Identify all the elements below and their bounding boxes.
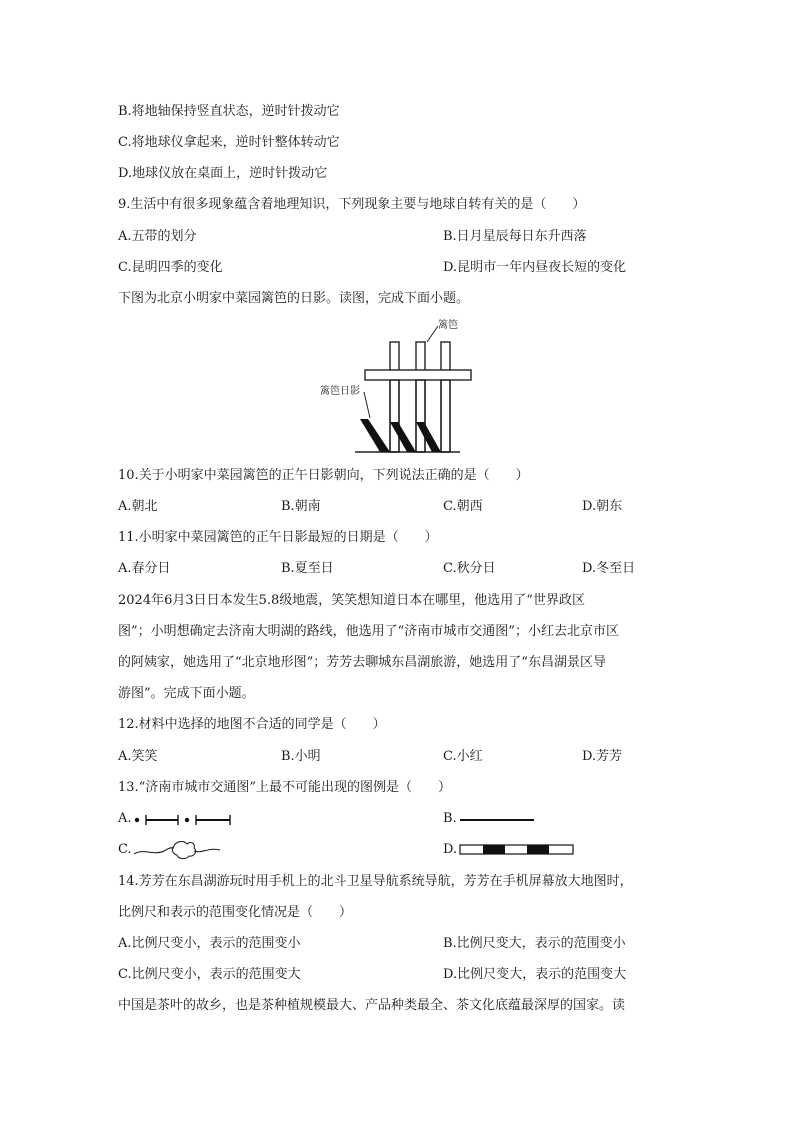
q14-stem-line-1: 14.芳芳在东昌湖游玩时用手机上的北斗卫星导航系统导航，芳芳在手机屏幕放大地图时， <box>118 874 633 889</box>
q14-option-d: D.比例尺变大，表示的范围变大 <box>443 967 627 982</box>
q13-option-b-label: B. <box>443 811 457 826</box>
legend-road-symbol <box>460 812 536 828</box>
fence-post-1-lower <box>390 380 399 452</box>
q13-option-c-label: C. <box>118 842 132 857</box>
q9-option-c: C.昆明四季的变化 <box>118 260 223 275</box>
material-line-2: 图”；小明想确定去济南大明湖的路线，他选用了“济南市城市交通图”；小红去北京市区 <box>118 624 619 639</box>
q9-option-a: A.五带的划分 <box>118 229 197 244</box>
shadow-2 <box>390 422 416 452</box>
shadow-3 <box>416 422 441 452</box>
fence-posts <box>365 342 471 452</box>
q11-option-b: B.夏至日 <box>281 561 334 576</box>
material-line-1: 2024年6月3日日本发生5.8级地震，笑笑想知道日本在哪里，他选用了“世界政区 <box>118 593 585 608</box>
tea-intro-line: 中国是茶叶的故乡，也是茶种植规模最大、产品种类最全、茶文化底蕴最深厚的国家。读 <box>118 998 626 1013</box>
q14-option-b: B.比例尺变大，表示的范围变小 <box>443 936 626 951</box>
q10-option-b: B.朝南 <box>281 499 321 514</box>
q13-option-d-label: D. <box>443 842 458 857</box>
q14-stem-line-2: 比例尺和表示的范围变化情况是（ ） <box>118 905 353 920</box>
fence-label-leader <box>427 326 438 342</box>
q13-option-a-label: A. <box>118 811 132 826</box>
q12-option-c: C.小红 <box>443 749 483 764</box>
fence-post-2-lower <box>416 380 425 452</box>
legend-boundary-symbol <box>133 812 233 828</box>
legend-river-lake-symbol <box>132 838 222 864</box>
q14-option-a: A.比例尺变小，表示的范围变小 <box>118 936 301 951</box>
shadow-label-leader <box>364 392 370 418</box>
q9-stem: 9.生活中有很多现象蕴含着地理知识，下列现象主要与地球自转有关的是（ ） <box>118 197 586 212</box>
material-line-4: 游图”。完成下面小题。 <box>118 686 255 701</box>
legend-railway-symbol <box>459 844 575 856</box>
q14-option-c: C.比例尺变小，表示的范围变大 <box>118 967 301 982</box>
shadow-1 <box>360 419 390 452</box>
q12-option-d: D.芳芳 <box>582 749 623 764</box>
q8-option-b: B.将地轴保持竖直状态，逆时针拨动它 <box>118 104 340 119</box>
fence-post-3-lower <box>441 380 450 452</box>
q12-option-b: B.小明 <box>281 749 321 764</box>
fence-shadows <box>360 419 441 452</box>
fence-rail <box>365 370 471 380</box>
q10-option-c: C.朝西 <box>443 499 483 514</box>
q13-stem: 13.“济南市城市交通图”上最不可能出现的图例是（ ） <box>118 780 451 795</box>
fence-post-1 <box>390 342 399 452</box>
q8-option-c: C.将地球仪拿起来，逆时针整体转动它 <box>118 135 340 150</box>
q12-option-a: A.笑笑 <box>118 749 158 764</box>
fence-shadow-figure <box>300 312 500 457</box>
q10-stem: 10.关于小明家中菜园篱笆的正午日影朝向，下列说法正确的是（ ） <box>118 468 529 483</box>
q10-option-a: A.朝北 <box>118 499 158 514</box>
fence-intro: 下图为北京小明家中菜园篱笆的日影。读图，完成下面小题。 <box>118 291 470 306</box>
q11-option-d: D.冬至日 <box>582 561 636 576</box>
q11-option-c: C.秋分日 <box>443 561 496 576</box>
q9-option-d: D.昆明市一年内昼夜长短的变化 <box>443 260 627 275</box>
label-fence: 篱笆 <box>438 320 458 331</box>
q11-stem: 11.小明家中菜园篱笆的正午日影最短的日期是（ ） <box>118 530 438 545</box>
q8-option-d: D.地球仪放在桌面上，逆时针拨动它 <box>118 166 328 181</box>
q11-option-a: A.春分日 <box>118 561 171 576</box>
q12-stem: 12.材料中选择的地图不合适的同学是（ ） <box>118 717 386 732</box>
fence-post-3 <box>441 342 450 452</box>
label-fence-shadow: 篱笆日影 <box>320 386 360 397</box>
q9-option-b: B.日月星辰每日东升西落 <box>443 229 587 244</box>
q10-option-d: D.朝东 <box>582 499 623 514</box>
material-line-3: 的阿姨家，她选用了“北京地形图”；芳芳去聊城东昌湖旅游，她选用了“东昌湖景区导 <box>118 655 606 670</box>
